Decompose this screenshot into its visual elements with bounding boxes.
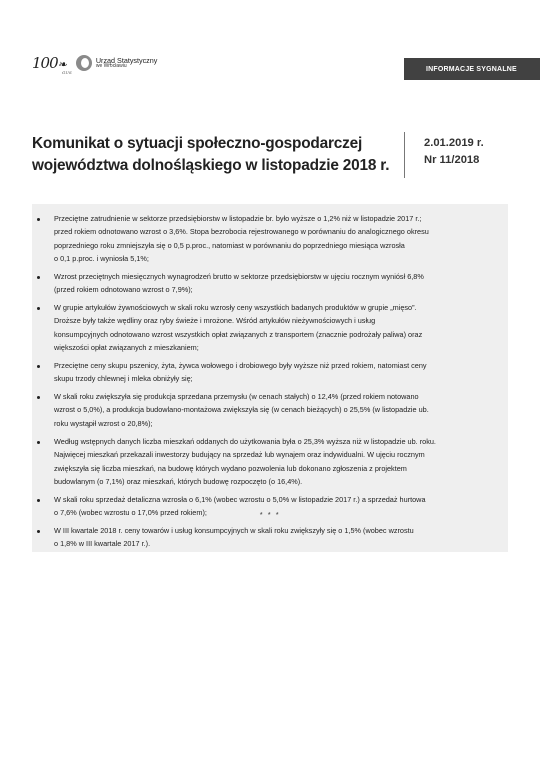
bullet-text-line: budowlanym (o 7,1%) oraz mieszkań, których budowę rozpoczęto (o 16,4%). [54, 477, 303, 487]
publication-number: Nr 11/2018 [424, 154, 480, 167]
org-name [96, 57, 158, 70]
bullet-text-line: zwiększyła się liczba mieszkań, na budowę których wydano pozwolenia lub dokonano zgłoszenia z projektem [54, 463, 407, 473]
bullet-text-line: wzrost o 5,0%), a produkcja budowlano-montażowa zwiększyła się (w cenach bieżących) o 25,5% (w listopadzie ub. [54, 405, 429, 415]
bullet-text [54, 435, 494, 489]
bullet-text [54, 390, 494, 430]
summary-bullet [32, 301, 508, 355]
bullet-dot-icon [37, 499, 40, 502]
bullet-text-line: o 7,6% (wobec wzrostu o 17,0% przed rokiem); [54, 508, 207, 518]
bullet-text-line: (przed rokiem odnotowano wzrost o 7,9%); [54, 285, 193, 295]
bullet-text-line: W grupie artykułów żywnościowych w skali roku wzrosły ceny wszystkich badanych produktów w grupie „mięso”. [54, 303, 417, 312]
publication-meta [424, 135, 484, 170]
org-name-line2: we Wrocławiu [95, 63, 127, 70]
bullet-text-line: Przeciętne zatrudnienie w sektorze przedsiębiorstw w listopadzie br. było wyższe o 1,2% niż w listopadzie 2017 r.; [54, 214, 422, 223]
summary-bullet [32, 270, 508, 297]
summary-box [32, 204, 508, 552]
bullet-text-line: Droższe były także wędliny oraz ryby świeże i mrożone. Wśród artykułów nieżywnościowych i usług [54, 316, 376, 326]
anniversary-100-mark: 100❧ GUS [32, 53, 72, 75]
section-separator: * * * [259, 510, 281, 519]
org-name-line1: Urząd Statystyczny [95, 55, 158, 65]
summary-bullet [32, 359, 508, 386]
bullet-text-line: Według wstępnych danych liczba mieszkań oddanych do użytkowania była o 25,3% wyższa niż w listopadzie ub. roku. [54, 437, 436, 446]
bullet-text-line: W skali roku sprzedaż detaliczna wzrosła o 6,1% (wobec wzrostu o 5,0% w listopadzie 2017 r.) a sprzedaż hurtowa [54, 495, 426, 504]
bullet-text [54, 359, 494, 386]
publication-date: 2.01.2019 r. [424, 137, 484, 149]
bullet-text-line: poprzedniego roku zmniejszyła się o 0,5 p.proc., natomiast w porównaniu do poprzedniego miesiąca wzrosła [54, 240, 405, 250]
publication-type-tag: INFORMACJE SYGNALNE [404, 58, 540, 80]
bullet-dot-icon [37, 218, 40, 221]
bullet-text-line: konsumpcyjnych odnotowano wzrost wszystkich opłat związanych z transportem (znacznie podrożały paliwa) oraz [54, 329, 423, 339]
bullet-text [54, 270, 494, 297]
bullet-dot-icon [37, 276, 40, 279]
summary-bullet [32, 212, 508, 266]
bullet-text-line: o 1,8% w III kwartale 2017 r.). [54, 539, 151, 549]
bullet-text-line: większości opłat związanych z mieszkaniem; [54, 343, 199, 353]
title-line1: Komunikat o sytuacji społeczno-gospodarczej [32, 135, 363, 152]
bullet-dot-icon [37, 441, 40, 444]
summary-bullet [32, 435, 508, 489]
bullet-text-line: o 0,1 p.proc. i wyniosła 5,1%; [54, 254, 149, 264]
bullet-text-line: przed rokiem odnotowano wzrost o 3,6%. Stopa bezrobocia rejestrowanego w porównaniu do analogicznego okresu [54, 227, 429, 237]
title-line2: województwa dolnośląskiego w listopadzie 2018 r. [32, 156, 390, 174]
bullet-text-line: skupu trzody chlewnej i mleka obniżyły się; [54, 374, 193, 384]
bullet-text-line: W III kwartale 2018 r. ceny towarów i usług konsumpcyjnych w skali roku zwiększyły się o 1,5% (wobec wzrostu [54, 526, 414, 535]
bullet-text-line: Przeciętne ceny skupu pszenicy, żyta, żywca wołowego i drobiowego były wyższe niż przed rokiem, natomiast ceny [54, 361, 427, 370]
header-divider [404, 132, 405, 178]
bullet-text-line: Najwięcej mieszkań przekazali inwestorzy budujący na sprzedaż lub wynajem oraz indywidualni. W ujęciu rocznym [54, 450, 425, 460]
bullet-dot-icon [37, 307, 40, 310]
bullet-text [54, 212, 494, 266]
bullet-text [54, 301, 494, 355]
logo-100-text: 100 [32, 53, 58, 72]
summary-bullet [32, 524, 508, 551]
gus-100-logo [32, 53, 158, 75]
bullet-dot-icon [37, 530, 40, 533]
bullet-text-line: W skali roku zwiększyła się produkcja sprzedana przemysłu (w cenach stałych) o 12,4% (przed rokiem notowano [54, 392, 419, 401]
bullet-dot-icon [37, 365, 40, 368]
page-title [32, 133, 402, 176]
summary-bullet [32, 390, 508, 430]
statistics-office-emblem-icon [76, 55, 92, 71]
logo-gus-text: GUS [62, 69, 72, 75]
bullet-text-line: roku wystąpił wzrost o 20,8%); [54, 418, 153, 428]
bullet-text-line: Wzrost przeciętnych miesięcznych wynagrodzeń brutto w sektorze przedsiębiorstw w ujęciu rocznym wyniósł 6,8% [54, 272, 424, 281]
bullet-dot-icon [37, 396, 40, 399]
bullet-text [54, 524, 494, 551]
